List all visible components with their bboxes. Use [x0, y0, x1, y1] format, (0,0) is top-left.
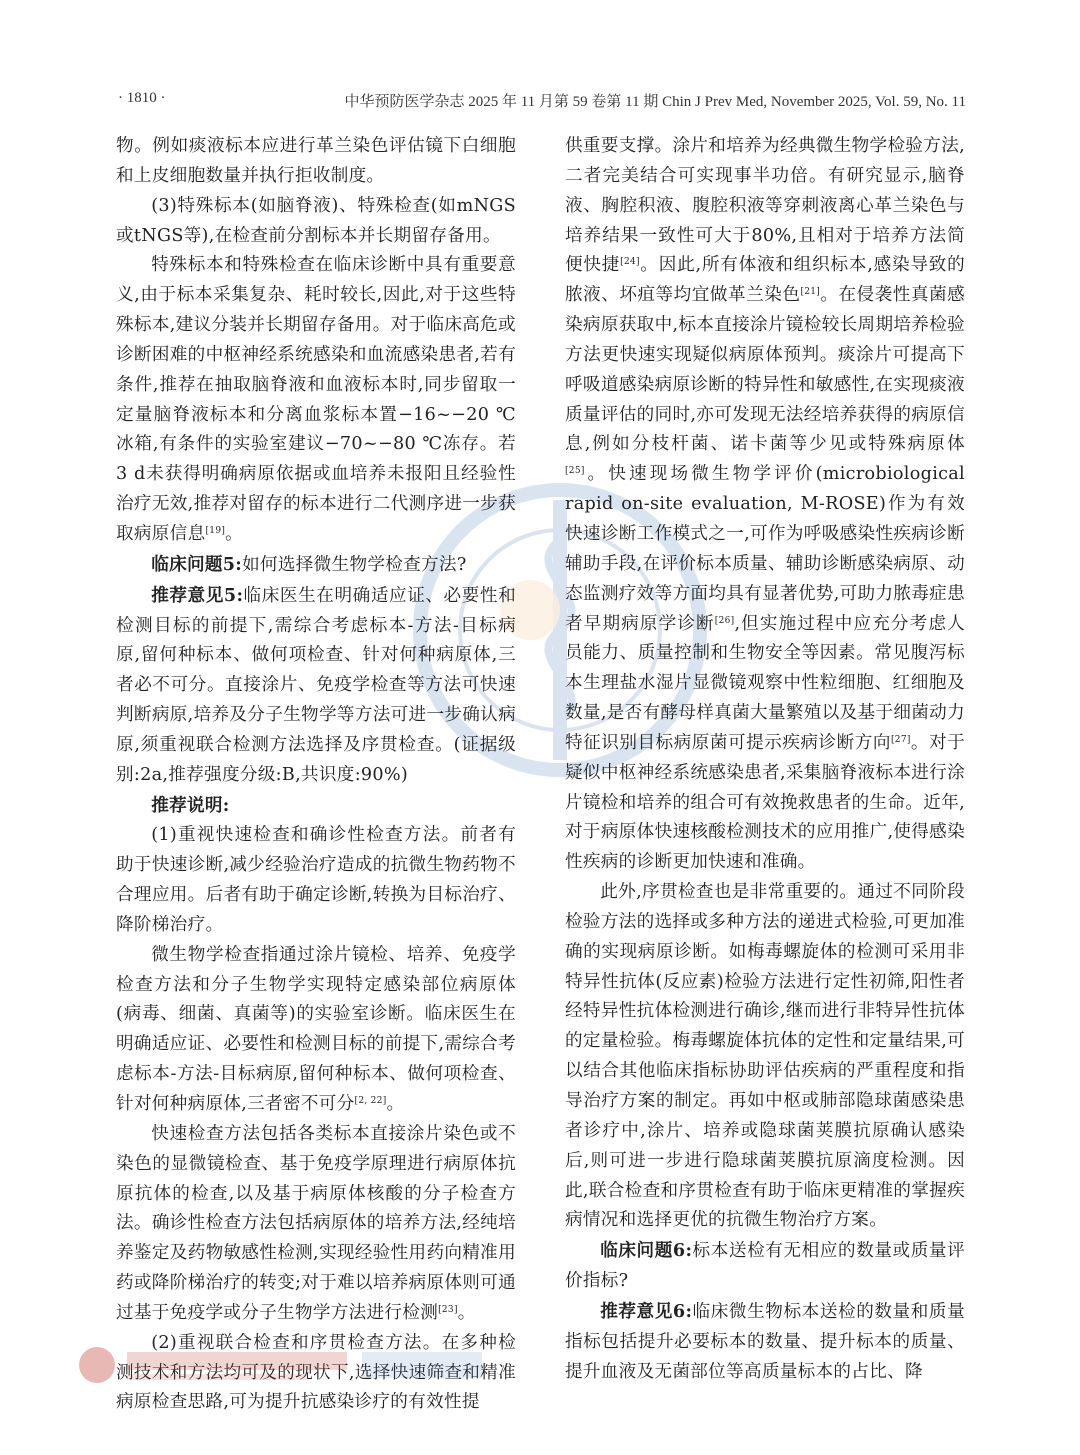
citation-ref: [23] [438, 1304, 458, 1315]
citation-ref: [27] [890, 734, 911, 745]
citation-ref: [25] [565, 466, 585, 477]
recommendation-text: 临床微生物标本送检的数量和质量指标包括提升必要标本的数量、提升标本的质量、提升血液及无菌部位等高质量标本的占比、降 [565, 1301, 965, 1382]
recommendation-5 [116, 581, 516, 791]
journal-citation: 中华预防医学杂志 2025 年 11 月第 59 卷第 11 期 Chin J Prev Med, November 2025, Vol. 59, No. 11 [344, 94, 966, 110]
citation-ref: [26] [714, 615, 735, 626]
recommendation-6 [565, 1297, 965, 1388]
paragraph-text: ,但实施过程中应充分考虑人员能力、质量控制和生物安全等因素。常见腹泻标本生理盐水湿片显微镜观察中性粒细胞、红细胞及数量,是否有酵母样真菌大量繁殖以及基于细菌动力特征识别目标病原菌可提示疾病诊断方向 [565, 613, 965, 753]
right-column [565, 132, 965, 1387]
paragraph-text: 。快速现场微生物学评价(microbiological rapid on-site evaluation, M-ROSE)作为有效快速诊断工作模式之一,可作为呼吸感染性疾病诊断辅助手段,在评价标本质量、辅助诊断感染病原、动态监测疗效等方面均具有显著优势,可助力脓毒症患者早期病原学诊断 [565, 464, 965, 634]
clinical-question-6 [565, 1236, 965, 1297]
page-number: · 1810 · [118, 90, 166, 106]
paragraph-text: 供重要支撑。涂片和培养为经典微生物学检验方法,二者完美结合可实现事半功倍。有研究显示,脑脊液、胸腔积液、腹腔积液等穿刺液离心革兰染色与培养结果一致性可大于80%,且相对于培养方法简便快捷 [565, 136, 965, 276]
paragraph [116, 1120, 516, 1329]
paragraph [116, 251, 516, 549]
clinical-question-5 [116, 550, 516, 581]
explanation-heading [116, 791, 516, 822]
paragraph-text: 。 [457, 1302, 476, 1323]
question-text: 如何选择微生物学检查方法? [242, 554, 467, 575]
paragraph-text: 微生物学检查指通过涂片镜检、培养、免疫学检查方法和分子生物学实现特定感染部位病原体(病毒、细菌、真菌等)的实验室诊断。临床医生在明确适应证、必要性和检测目标的前提下,需综合考虑标本-方法-目标病原,留何种标本、做何项检查、针对何种病原体,三者密不可分 [116, 944, 516, 1114]
citation-ref: [24] [620, 257, 640, 268]
paragraph-text: 。 [225, 523, 244, 544]
recommendation-label: 推荐意见5: [151, 584, 244, 606]
question-text: 标本送检有无相应的数量或质量评价指标? [565, 1241, 965, 1292]
question-label: 临床问题6: [600, 1240, 693, 1262]
citation-ref: [19] [205, 525, 226, 536]
recommendation-label: 推荐意见6: [600, 1300, 693, 1322]
paragraph-text: 特殊标本和特殊检查在临床诊断中具有重要意义,由于标本采集复杂、耗时较长,因此,对于这些特殊标本,建议分装并长期留存备用。对于临床高危或诊断困难的中枢神经系统感染和血流感染患者,若有条件,推荐在抽取脑脊液和血液标本时,同步留取一定量脑脊液标本和分离血浆标本置−16~−20 ℃冰箱,有条件的实验室建议−70~−80 ℃冻存。若3 d未获得明确病原依据或血培养未报阳且经验性治疗无效,推荐对留存的标本进行二代测序进一步获取病原信息 [116, 255, 516, 544]
paragraph-text: (2)重视联合检查和序贯检查方法。在多种检测技术和方法均可及的现状下,选择快速筛查和精准病原检查思路,可为提升抗感染诊疗的有效性提 [116, 1332, 516, 1413]
paragraph-text: 此外,序贯检查也是非常重要的。通过不同阶段检验方法的选择或多种方法的递进式检验,可更加准确的实现病原诊断。如梅毒螺旋体的检测可采用非特异性抗体(反应素)检验方法进行定性初筛,阳性者经特异性抗体检测进行确诊,继而进行非特异性抗体的定量检验。梅毒螺旋体抗体的定性和定量结果,可以结合其他临床指标协助评估疾病的严重程度和指导治疗方案的制定。再如中枢或肺部隐球菌感染患者诊疗中,涂片、培养或隐球菌荚膜抗原确认感染后,则可进一步进行隐球菌荚膜抗原滴度检测。因此,联合检查和序贯检查有助于临床更精准的掌握疾病情况和选择更优的抗微生物治疗方案。 [565, 882, 965, 1231]
paragraph-text: 。对于疑似中枢神经系统感染患者,采集脑脊液标本进行涂片镜检和培养的组合可有效挽救患者的生命。近年,对于病原体快速核酸检测技术的应用推广,使得感染性疾病的诊断更加快速和准确。 [565, 732, 966, 873]
paragraph-text: 快速检查方法包括各类标本直接涂片染色或不染色的显微镜检查、基于免疫学原理进行病原体抗原抗体的检查,以及基于病原体核酸的分子检查方法。确诊性检查方法包括病原体的培养方法,经纯培养鉴定及药物敏感性检测,实现经验性用药向精准用药或降阶梯治疗的转变;对于难以培养病原体则可通过基于免疫学或分子生物学方法进行检测 [116, 1123, 516, 1323]
running-header [118, 90, 966, 116]
paragraph-text: 。 [386, 1094, 405, 1114]
paragraph [116, 941, 516, 1120]
question-label: 临床问题5: [151, 553, 243, 575]
paragraph-text: (1)重视快速检查和确诊性检查方法。前者有助于快速诊断,减少经验治疗造成的抗微生物药物不合理应用。后者有助于确定诊断,转换为目标治疗、降阶梯治疗。 [116, 825, 516, 935]
left-column [116, 132, 516, 1418]
paragraph-text: (3)特殊标本(如脑脊液)、特殊检查(如mNGS或tNGS等),在检查前分割标本并长期留存备用。 [116, 195, 516, 246]
paragraph [116, 821, 516, 940]
paragraph [116, 192, 516, 252]
paragraph [565, 878, 965, 1236]
paragraph-text: 。因此,所有体液和组织标本,感染导致的脓液、坏疽等均宜做革兰染色 [565, 255, 965, 306]
paragraph-text: 物。例如痰液标本应进行革兰染色评估镜下白细胞和上皮细胞数量并执行拒收制度。 [116, 136, 516, 186]
recommendation-text: 临床医生在明确适应证、必要性和检测目标的前提下,需综合考虑标本-方法-目标病原,留何种标本、做何项检查、针对何种病原体,三者必不可分。直接涂片、免疫学检查等方法可快速判断病原,培养及分子生物学等方法可进一步确认病原,须重视联合检测方法选择及序贯检查。(证据级别:2a,推荐强度分级:B,共识度:90%) [116, 585, 516, 785]
explanation-label: 推荐说明: [151, 794, 230, 816]
paragraph-text: 。在侵袭性真菌感染病原获取中,标本直接涂片镜检较长周期培养检验方法更快速实现疑似病原体预判。痰涂片可提高下呼吸道感染病原诊断的特异性和敏感性,在实现痰液质量评估的同时,亦可发现无法经培养获得的病原信息,例如分枝杆菌、诺卡菌等少见或特殊病原体 [565, 285, 966, 455]
citation-ref: [21] [800, 287, 821, 298]
paragraph [565, 132, 965, 878]
paragraph [116, 132, 516, 192]
citation-ref: [2, 22] [354, 1096, 387, 1106]
publisher-logo [72, 1340, 492, 1390]
